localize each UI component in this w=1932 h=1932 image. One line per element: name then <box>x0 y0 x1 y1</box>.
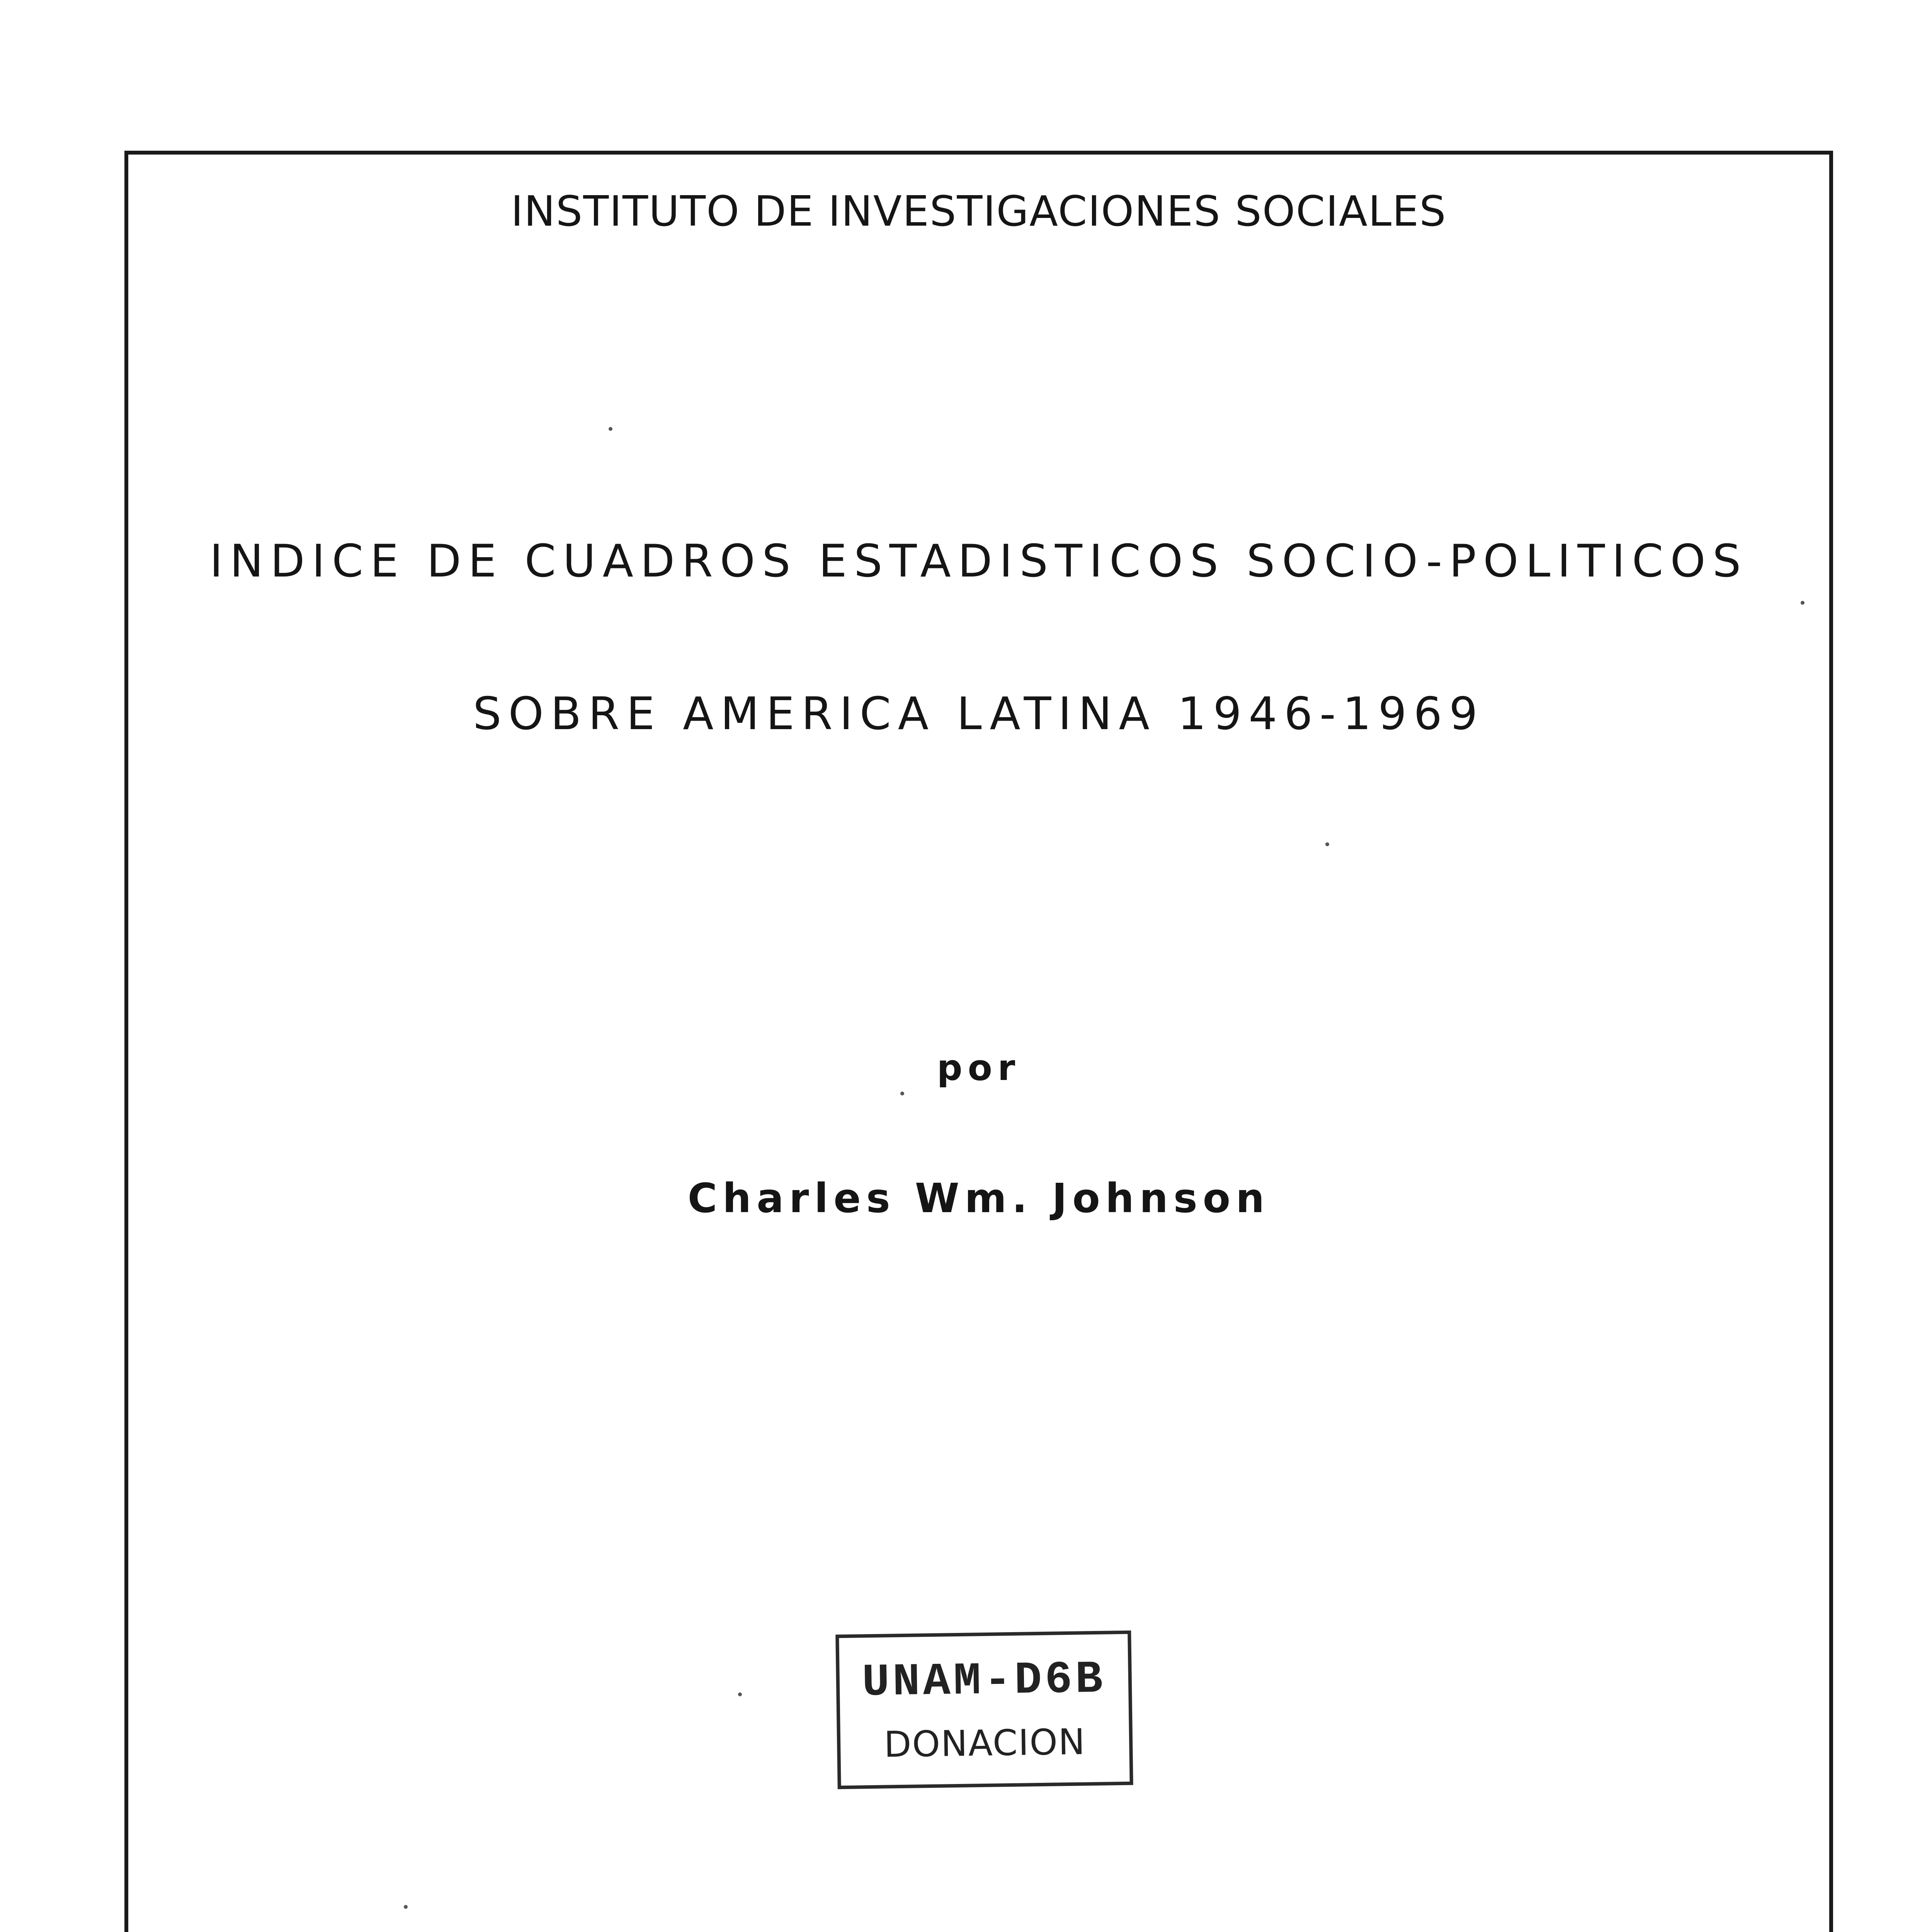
scan-speck <box>609 427 612 431</box>
scan-speck <box>1325 842 1329 846</box>
donation-stamp <box>835 1631 1133 1789</box>
title-line-1: INDICE DE CUADROS ESTADISTICOS SOCIO-POLITICOS <box>209 535 1748 587</box>
scan-speck <box>738 1692 742 1696</box>
institute-heading: INSTITUTO DE INVESTIGACIONES SOCIALES <box>511 187 1447 236</box>
by-label: por <box>937 1047 1021 1088</box>
stamp-line-1: UNAM-D6B <box>862 1654 1106 1709</box>
scan-speck <box>900 1092 904 1095</box>
author-name: Charles Wm. Johnson <box>687 1175 1270 1222</box>
scan-speck <box>404 1905 408 1909</box>
scan-speck <box>1801 601 1804 605</box>
title-line-2: SOBRE AMERICA LATINA 1946-1969 <box>473 688 1485 740</box>
stamp-line-2: DONACION <box>883 1721 1086 1765</box>
